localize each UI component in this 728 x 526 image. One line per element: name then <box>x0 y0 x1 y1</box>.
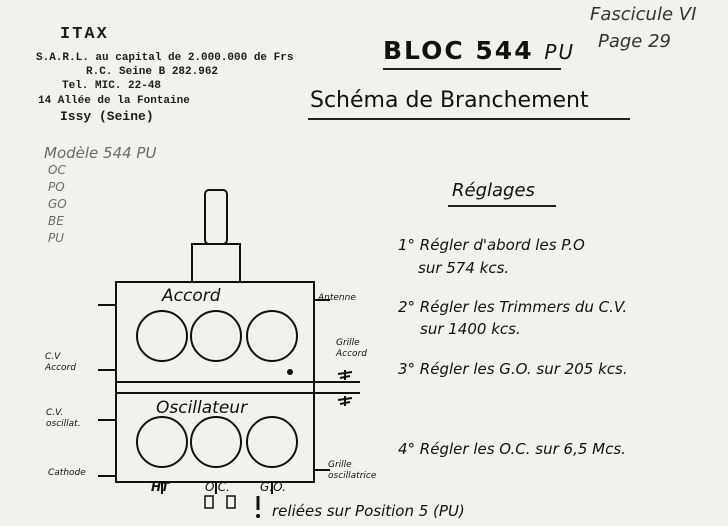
cathode-label: Cathode <box>48 468 86 478</box>
reglage-4-line1: 4° Régler les O.C. sur 6,5 Mcs. <box>398 440 626 458</box>
company-name: ITAX <box>60 25 109 44</box>
model-oc: OC <box>48 163 66 177</box>
accord-coil-3 <box>247 311 297 361</box>
antenne-label: Antenne <box>318 293 356 303</box>
oscillateur-label: Oscillateur <box>156 398 248 418</box>
model-po: PO <box>48 180 65 194</box>
accord-coil-1 <box>137 311 187 361</box>
bottom-label-ht: HT <box>151 480 170 494</box>
grille-accord-dot <box>287 369 293 375</box>
reglage-2-line2: sur 1400 kcs. <box>420 320 521 338</box>
osc-coil-1 <box>137 417 187 467</box>
cv-accord-label: C.V Accord <box>45 352 76 373</box>
fascicule-label: Fascicule VI <box>590 4 697 25</box>
model-be: BE <box>48 214 64 228</box>
page-reference: Page 29 <box>598 31 672 52</box>
footer-note: reliées sur Position 5 (PU) <box>272 502 465 520</box>
connector-mark-1 <box>205 496 213 508</box>
bloc-number: BLOC 544 <box>383 36 534 65</box>
reglage-1-line1: 1° Régler d'abord les P.O <box>398 236 585 254</box>
company-city: Issy (Seine) <box>60 109 154 124</box>
reglage-1-line2: sur 574 kcs. <box>418 259 510 277</box>
company-phone: Tel. MIC. 22-48 <box>62 80 162 92</box>
bloc-pu: PU <box>544 40 576 64</box>
reglage-3-line1: 3° Régler les G.O. sur 205 kcs. <box>398 360 628 378</box>
bottom-label-oc: O.C. <box>205 480 230 494</box>
model-title: Modèle 544 PU <box>44 144 157 162</box>
connector-mark-2 <box>227 496 235 508</box>
grille-accord-label: Grille Accord <box>336 338 367 359</box>
model-go: GO <box>48 197 67 211</box>
shaft-bushing <box>192 244 240 282</box>
reglages-title: Réglages <box>452 180 535 201</box>
accord-coil-2 <box>191 311 241 361</box>
osc-coil-2 <box>191 417 241 467</box>
accord-label: Accord <box>162 286 221 306</box>
schema-title: Schéma de Branchement <box>310 88 589 113</box>
model-pu: PU <box>48 231 65 245</box>
shaft <box>205 190 227 244</box>
company-capital: S.A.R.L. au capital de 2.000.000 de Frs <box>36 52 294 64</box>
osc-coil-3 <box>247 417 297 467</box>
bottom-label-go: G.O. <box>260 480 286 494</box>
company-rc: R.C. Seine B 282.962 <box>86 66 219 78</box>
cv-oscill-label: C.V. oscillat. <box>46 408 81 429</box>
company-address: 14 Allée de la Fontaine <box>38 95 190 107</box>
reglage-2-line1: 2° Régler les Trimmers du C.V. <box>398 298 628 316</box>
grille-osc-label: Grille oscillatrice <box>328 460 377 481</box>
